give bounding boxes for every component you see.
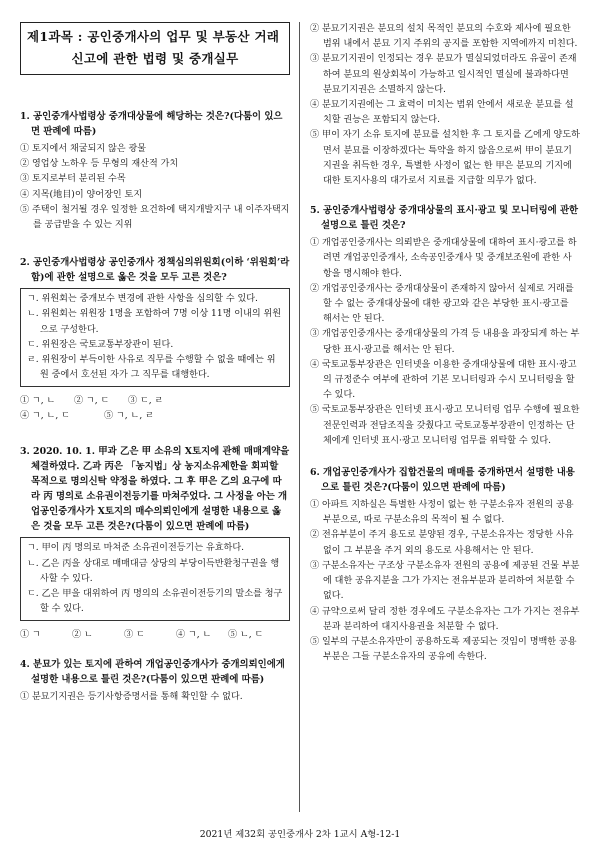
- choice: ④ ㄱ, ㄴ: [176, 630, 212, 641]
- option: ① 개업공인중개사는 의뢰받은 중개대상물에 대하여 표시·광고를 하려면 개업공인중개사, 소속공인중개사 및 중개보조원에 관한 사항을 명시해야 한다.: [310, 238, 577, 279]
- option: ② 전유부분이 주거 용도로 분양된 경우, 구분소유자는 정당한 사유 없이 그 부분을 주거 외의 용도로 사용해서는 안 된다.: [310, 530, 574, 556]
- choice: ⑤ ㄴ, ㄷ: [228, 630, 264, 641]
- statement: ㄷ. 위원장은 국토교통부장관이 된다.: [27, 339, 174, 350]
- choice: ② ㄴ: [72, 630, 93, 641]
- option: ③ 개업공인중개사는 중개대상물의 가격 등 내용을 과장되게 하는 부당한 표시·광고를 해서는 안 된다.: [310, 329, 580, 355]
- question-stem: 5. 공인중개사법령상 중개대상물의 표시·광고 및 모니터링에 관한 설명으로 틀린 것은?: [310, 205, 579, 232]
- option: ⑤ 국토교통부장관은 인터넷 표시·광고 모니터링 업무 수행에 필요한 전문인력과 전담조직을 갖췄다고 국토교통부장관이 인정하는 단체에게 인터넷 표시·광고 모니터링 업무를 위탁할 수 있다.: [310, 405, 580, 446]
- option: ⑤ 주택이 철거될 경우 일정한 요건하에 택지개발지구 내 이주자택지를 공급받을 수 있는 지위: [20, 204, 290, 231]
- question-3: [20, 444, 290, 643]
- statement-box: [20, 537, 290, 621]
- option: ③ 토지로부터 분리된 수목: [20, 174, 126, 185]
- answer-choices: [20, 628, 290, 643]
- option: ④ 지목(地目)이 양어장인 토지: [20, 189, 143, 200]
- option: ① 토지에서 채굴되지 않은 광물: [20, 144, 147, 154]
- statement: ㄷ. 乙은 甲을 대위하여 丙 명의의 소유권이전등기의 말소를 청구할 수 있다.: [27, 589, 283, 615]
- right-column: [310, 22, 580, 679]
- choice: ② ㄱ, ㄷ: [74, 396, 110, 407]
- statement-box: [20, 288, 290, 387]
- question-4-continued: [310, 22, 580, 189]
- statement: ㄴ. 위원회는 위원장 1명을 포함하여 7명 이상 11명 이내의 위원으로 구성한다.: [27, 309, 282, 335]
- option: ⑤ 일부의 구분소유자만이 공용하도록 제공되는 것임이 명백한 공용부분은 그들 구분소유자의 공유에 속한다.: [310, 636, 577, 663]
- choice: ① ㄱ: [20, 630, 41, 641]
- choice: ④ ㄱ, ㄴ, ㄷ: [20, 411, 70, 422]
- column-divider: [299, 22, 300, 812]
- question-stem: 6. 개업공인중개사가 집합건물의 매매를 중개하면서 설명한 내용으로 틀린 것은?(다툼이 있으면 판례에 따름): [310, 467, 575, 494]
- subject-title-line2: 신고에 관한 법령 및 중개실무: [71, 51, 239, 66]
- choice: ③ ㄷ: [124, 630, 145, 641]
- option: ④ 규약으로써 달리 정한 경우에도 구분소유자는 그가 가지는 전유부분과 분리하여 대지사용권을 처분할 수 없다.: [310, 606, 580, 632]
- page-footer: 2021년 제32회 공인중개사 2차 1교시 A형-12-1: [199, 829, 401, 840]
- option: ⑤ 甲이 자기 소유 토지에 분묘를 설치한 후 그 토지를 乙에게 양도하면서 분묘를 이장하겠다는 특약을 하지 않음으로써 甲이 분묘기지권을 취득한 경우, 특별한 사정이 없는 한 甲은 분묘의 기지에 대한 토지사용의 대가로서 지료를 지급할 의무가 없다.: [310, 130, 580, 187]
- option: ② 영업상 노하우 등 무형의 재산적 가치: [20, 159, 179, 170]
- question-1: [20, 109, 290, 233]
- option: ① 분묘기지권은 등기사항증명서를 통해 확인할 수 없다.: [20, 692, 243, 703]
- left-column: [20, 22, 290, 720]
- option: ③ 분묘기지권이 인정되는 경우 분묘가 멸실되었더라도 유골이 존재하여 분묘의 원상회복이 가능하고 일시적인 멸실에 불과하다면 분묘기지권은 소멸하지 않는다.: [310, 54, 577, 95]
- question-6: [310, 465, 580, 665]
- statement: ㄴ. 乙은 丙을 상대로 매매대금 상당의 부당이득반환청구권을 행사할 수 있다.: [27, 558, 280, 584]
- question-5: [310, 203, 580, 449]
- statement: ㄱ. 甲이 丙 명의로 마쳐준 소유권이전등기는 유효하다.: [27, 543, 245, 554]
- question-stem: 3. 2020. 10. 1. 甲과 乙은 甲 소유의 X토지에 관해 매매계약을 체결하였다. 乙과 丙은 「농지법」상 농지소유제한을 회피할 목적으로 명의신탁 약정을 하였다. 그 후 甲은 乙의 요구에 따라 丙 명의로 소유권이전등기를 마쳐주었다. 그 사정을 아는 개업공인중개사가 X토지의 매수의뢰인에게 설명한 내용으로 옳은 것을 모두 고른 것은?(다툼이 있으면 판례에 따름): [20, 446, 290, 533]
- choice: ① ㄱ, ㄴ: [20, 396, 56, 407]
- question-4: [20, 657, 290, 705]
- answer-choices: [20, 394, 290, 409]
- option: ④ 분묘기지권에는 그 효력이 미치는 범위 안에서 새로운 분묘를 설치할 권능은 포함되지 않는다.: [310, 100, 574, 126]
- subject-title-box: [20, 22, 290, 75]
- option: ④ 국토교통부장관은 인터넷을 이용한 중개대상물에 대한 표시·광고의 규정준수 여부에 관하여 기본 모니터링과 수시 모니터링을 할 수 있다.: [310, 359, 577, 401]
- statement: ㄱ. 위원회는 중개보수 변경에 관한 사항을 심의할 수 있다.: [27, 294, 258, 305]
- question-stem: 4. 분묘가 있는 토지에 관하여 개업공인중개사가 중개의뢰인에게 설명한 내용으로 틀린 것은?(다툼이 있으면 판례에 따름): [20, 659, 285, 686]
- option: ① 아파트 지하실은 특별한 사정이 없는 한 구분소유자 전원의 공용부분으로, 따로 구분소유의 목적이 될 수 없다.: [310, 500, 574, 526]
- subject-title-line1: 제1과목 : 공인중개사의 업무 및 부동산 거래: [27, 29, 280, 44]
- question-2: [20, 255, 290, 424]
- statement: ㄹ. 위원장이 부득이한 사유로 직무를 수행할 수 없을 때에는 위원 중에서 호선된 자가 그 직무를 대행한다.: [27, 355, 276, 381]
- option: ② 개업공인중개사는 중개대상물이 존재하지 않아서 실제로 거래를 할 수 없는 중개대상물에 대한 광고와 같은 부당한 표시·광고를 해서는 안 된다.: [310, 283, 574, 325]
- option: ③ 구분소유자는 구조상 구분소유자 전원의 공용에 제공된 건물 부분에 대한 공유지분을 그가 가지는 전유부분과 분리하여 처분할 수 없다.: [310, 560, 580, 602]
- question-stem: 1. 공인중개사법령상 중개대상물에 해당하는 것은?(다툼이 있으면 판례에 따름): [20, 111, 283, 137]
- answer-choices: [20, 409, 290, 424]
- option: ② 분묘기지권은 분묘의 설치 목적인 분묘의 수호와 제사에 필요한 범위 내에서 분묘 기지 주위의 공지를 포함한 지역에까지 미친다.: [310, 24, 578, 50]
- choice: ⑤ ㄱ, ㄴ, ㄹ: [104, 411, 154, 422]
- choice: ③ ㄷ, ㄹ: [128, 396, 164, 407]
- question-stem: 2. 공인중개사법령상 공인중개사 정책심의위원회(이하 ‘위원회’라 함)에 관한 설명으로 옳은 것을 모두 고른 것은?: [20, 257, 290, 284]
